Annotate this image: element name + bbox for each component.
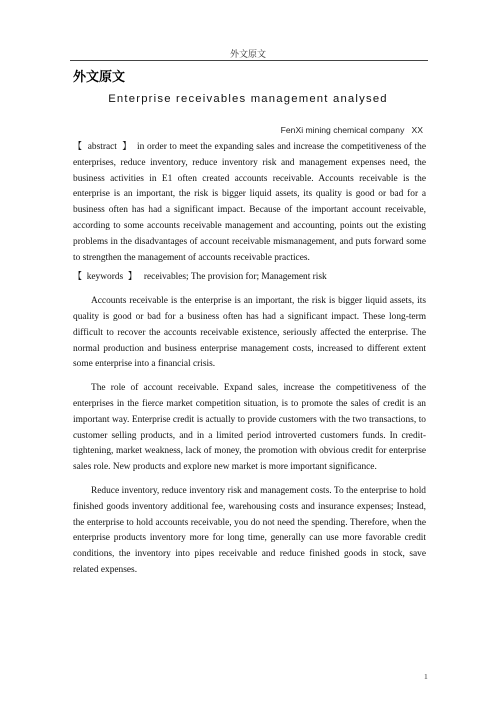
- keywords-open-bracket: 【: [73, 272, 83, 283]
- header-divider: [70, 60, 428, 61]
- page-number: 1: [424, 672, 428, 681]
- english-title: Enterprise receivables management analysed: [108, 93, 388, 105]
- document-body: [73, 140, 426, 579]
- body-paragraph-2: The role of account receivable. Expand sales, increase the competitiveness of the enterprises in the fierce market competition situation, is to promote the sales of credit is an important way. Enterprise credit is actually to provide customers with the two transactions, to customer selling products, and in a limited period introverted customers funds. In credit-tightening, market weakness, lack of money, the promotion with obvious credit for enterprise sales role. New products and explore new market is more important significance.: [73, 383, 426, 473]
- abstract-paragraph: [73, 140, 426, 266]
- abstract-open-bracket: 【: [73, 142, 83, 152]
- body-paragraph-1: Accounts receivable is the enterprise is an important, the risk is bigger liquid assets, its quality is good or bad for a business often has had a significant impact. These long-term difficult to recover the accounts receivable existence, seriously affected the enterprise. The normal production and business enterprise management costs, increased to different extent some enterprise into a financial crisis.: [73, 296, 426, 370]
- chinese-title: 外文原文: [73, 70, 126, 85]
- abstract-text: in order to meet the expanding sales and increase the competitiveness of the enterprises, reduce inventory, reduce inventory risk and management expenses need, the business activities in E1 often created accounts receivable. Accounts receivable is the enterprise is an important, the risk is bigger liquid assets, its quality is good or bad for a business often has had a significant impact. Because of the important account receivable, according to some accounts receivable management and accounting, points out the existing problems in the disadvantages of account receivable mismanagement, and puts forward some to strengthen the management of accounts receivable practices.: [73, 142, 427, 263]
- keywords-paragraph: [73, 270, 426, 286]
- running-header: 外文原文: [229, 49, 266, 59]
- keywords-close-bracket: 】: [127, 272, 137, 283]
- author-affiliation: FenXi mining chemical company XX: [280, 125, 423, 135]
- keywords-label: keywords: [86, 272, 124, 283]
- keywords-text: receivables; The provision for; Management risk: [143, 272, 327, 283]
- abstract-close-bracket: 】: [122, 142, 132, 152]
- body-paragraph-3: Reduce inventory, reduce inventory risk and management costs. To the enterprise to hold finished goods inventory additional fee, warehousing costs and insurance expenses; Instead, the enterprise to hold accounts receivable, you do not need the spending. Therefore, when the enterprise products inventory more for long time, generally can use more favorable credit conditions, the inventory into pipes receivable and reduce finished goods in stock, save related expenses.: [73, 485, 426, 575]
- abstract-label: abstract: [87, 142, 117, 152]
